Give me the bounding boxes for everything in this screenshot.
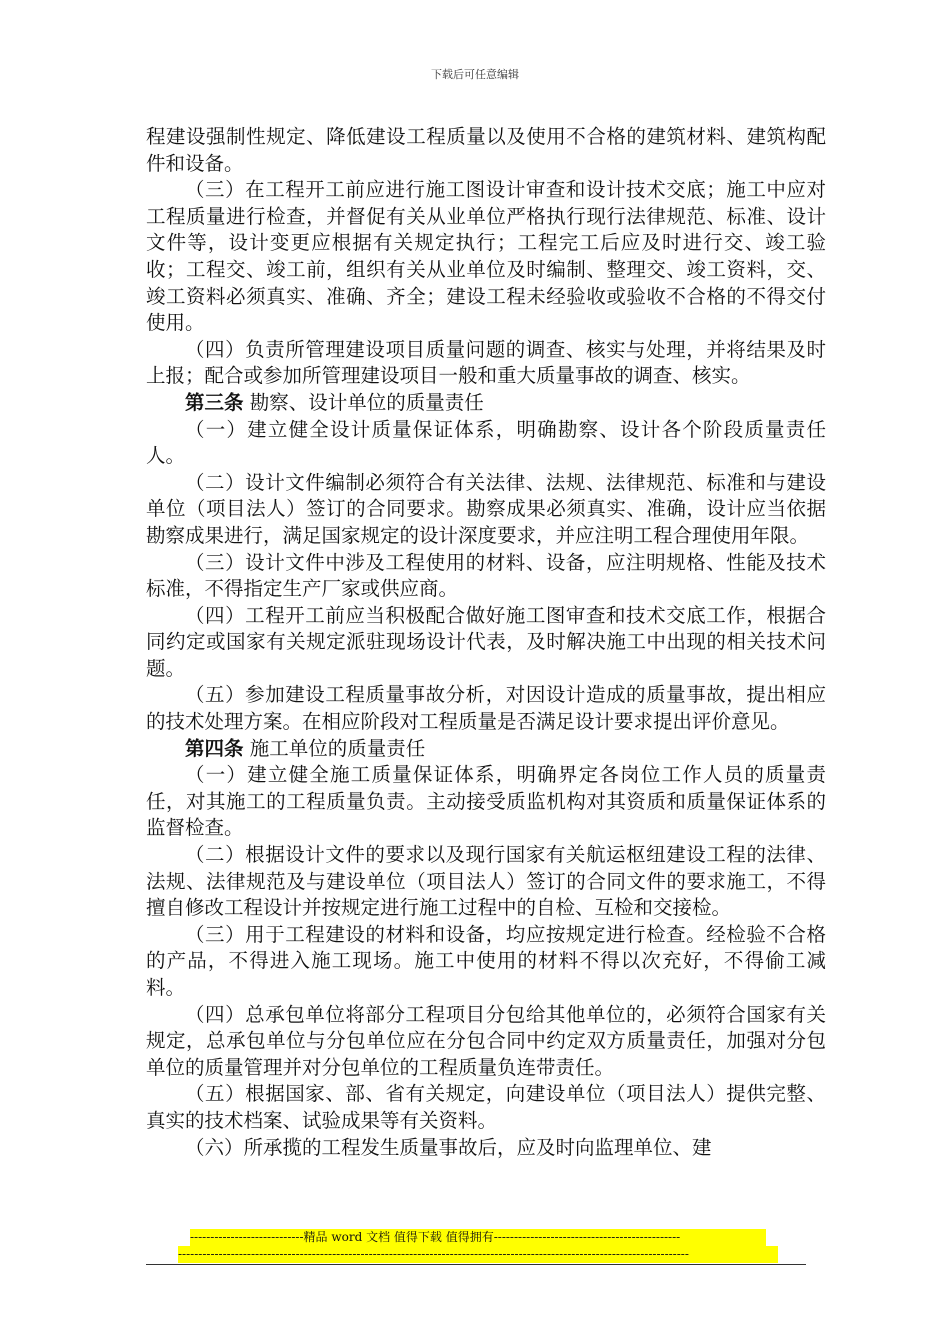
paragraph: （四）负责所管理建设项目质量问题的调查、核实与处理，并将结果及时上报；配合或参加所管理建设项目一般和重大质量事故的调查、核实。 — [146, 337, 826, 388]
article-heading — [146, 390, 826, 417]
document-body — [146, 124, 826, 1161]
paragraph: （四）工程开工前应当积极配合做好施工图审查和技术交底工作，根据合同约定或国家有关规定派驻现场设计代表，及时解决施工中出现的相关技术问题。 — [146, 603, 826, 680]
paragraph: （三）用于工程建设的材料和设备，均应按规定进行检查。经检验不合格的产品，不得进入施工现场。施工中使用的材料不得以次充好，不得偷工减料。 — [146, 922, 826, 999]
footer-divider: ------------------------------------------------------------------------------------------------------------------------------ — [178, 1246, 778, 1263]
page-footer — [178, 1229, 778, 1263]
article-title: 勘察、设计单位的质量责任 — [243, 390, 484, 414]
paragraph: （六）所承揽的工程发生质量事故后，应及时向监理单位、建 — [185, 1135, 712, 1159]
article-heading — [146, 736, 826, 763]
paragraph: （五）根据国家、部、省有关规定，向建设单位（项目法人）提供完整、真实的技术档案、试验成果等有关资料。 — [146, 1082, 826, 1132]
paragraph: 程建设强制性规定、降低建设工程质量以及使用不合格的建筑材料、建筑构配件和设备。 — [146, 125, 826, 175]
paragraph: （二）根据设计文件的要求以及现行国家有关航运枢纽建设工程的法律、法规、法律规范及与建设单位（项目法人）签订的合同文件的要求施工，不得擅自修改工程设计并按规定进行施工过程中的自检、互检和交接检。 — [146, 843, 826, 920]
footer-banner: ----------------------------精品 word 文档 值得下载 值得拥有---------------------------------------------- — [190, 1229, 766, 1246]
paragraph: （五）参加建设工程质量事故分析，对因设计造成的质量事故，提出相应的技术处理方案。在相应阶段对工程质量是否满足设计要求提出评价意见。 — [146, 683, 826, 734]
paragraph: （三）在工程开工前应进行施工图设计审查和设计技术交底；施工中应对工程质量进行检查，并督促有关从业单位严格执行现行法律规范、标准、设计文件等，设计变更应根据有关规定执行；工程完工后应及时进行交、竣工验收；工程交、竣工前，组织有关从业单位及时编制、整理交、竣工资料，交、竣工资料必须真实、准确、齐全；建设工程未经验收或验收不合格的不得交付使用。 — [146, 178, 826, 335]
article-number: 第四条 — [185, 736, 244, 760]
bottom-rule — [146, 1264, 806, 1265]
paragraph: （一）建立健全设计质量保证体系，明确勘察、设计各个阶段质量责任人。 — [146, 417, 826, 468]
paragraph: （二）设计文件编制必须符合有关法律、法规、法律规范、标准和与建设单位（项目法人）签订的合同要求。勘察成果必须真实、准确，设计应当依据勘察成果进行，满足国家规定的设计深度要求，并应注明工程合理使用年限。 — [146, 470, 826, 547]
paragraph: （一）建立健全施工质量保证体系，明确界定各岗位工作人员的质量责任，对其施工的工程质量负责。主动接受质监机构对其资质和质量保证体系的监督检查。 — [146, 763, 826, 840]
article-title: 施工单位的质量责任 — [243, 736, 426, 760]
article-number: 第三条 — [185, 390, 244, 414]
paragraph: （三）设计文件中涉及工程使用的材料、设备，应注明规格、性能及技术标准，不得指定生产厂家或供应商。 — [146, 550, 826, 601]
paragraph: （四）总承包单位将部分工程项目分包给其他单位的，必须符合国家有关规定，总承包单位与分包单位应在分包合同中约定双方质量责任，加强对分包单位的质量管理并对分包单位的工程质量负连带责任。 — [146, 1002, 826, 1079]
page-header: 下载后可任意编辑 — [431, 68, 519, 81]
